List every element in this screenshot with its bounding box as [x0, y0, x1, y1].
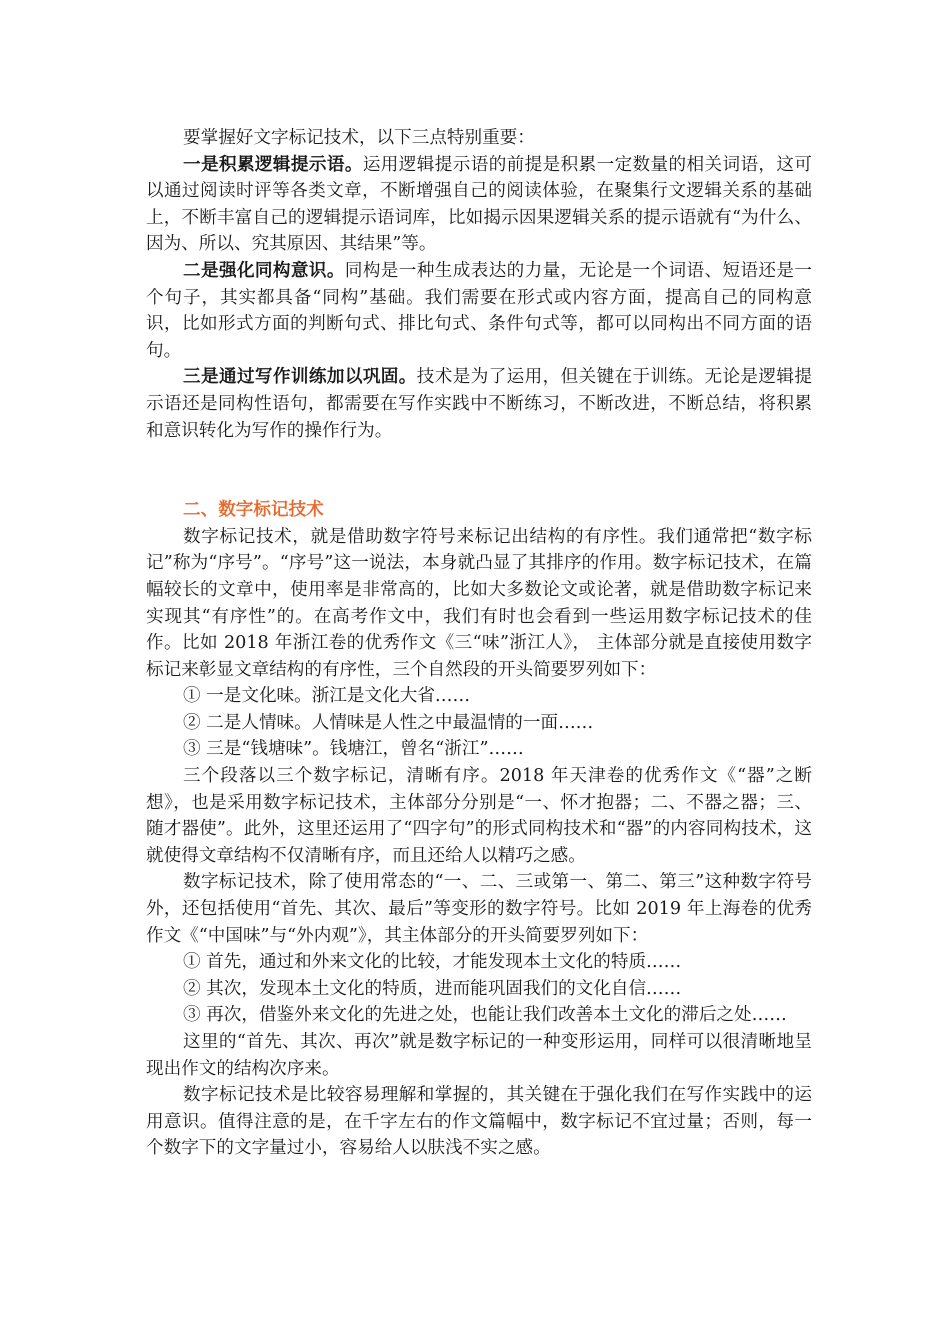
section-paragraph-5: 数字标记技术是比较容易理解和掌握的，其关键在于强化我们在写作实践中的运用意识。值得注意的是，在千字左右的作文篇幅中，数字标记不宜过量；否则，每一个数字下的文字量过小，容易给人以肤浅不实之感。	[146, 1085, 812, 1159]
point-2-lead: 二是强化同构意识。	[183, 260, 345, 281]
section-paragraph-3: 数字标记技术，除了使用常态的“一、二、三或第一、第二、第三”这种数字符号外，还包括使用“首先、其次、最后”等变形的数字符号。比如 2019 年上海卷的优秀作文《“中国味”与“外内观”》，其主体部分的开头简要罗列如下：	[146, 872, 812, 946]
point-3-text: 技术是为了运用，但关键在于训练。无论是逻辑提示语还是同构性语句，都需要在写作实践中不断练习，不断改进，不断总结，将积累和意识转化为写作的操作行为。	[146, 367, 812, 441]
section-paragraph-1: 数字标记技术，就是借助数字符号来标记出结构的有序性。我们通常把“数字标记”称为“序号”。“序号”这一说法，本身就凸显了其排序的作用。数字标记技术，在篇幅较长的文章中，使用率是非常高的，比如大多数论文或论著，就是借助数字标记来实现其“有序性”的。在高考作文中，我们有时也会看到一些运用数字标记技术的佳作。比如 2018 年浙江卷的优秀作文《三“味”浙江人》， 主体部分就是直接使用数字标记来彰显文章结构的有序性，三个自然段的开头简要罗列如下：	[146, 526, 812, 680]
section-heading: 二、数字标记技术	[183, 500, 324, 521]
list-1-item-3: ③ 三是“钱塘味”。钱塘江，曾名“浙江”……	[183, 739, 524, 760]
list-1-item-1: ① 一是文化味。浙江是文化大省……	[183, 686, 471, 707]
document-page	[146, 125, 812, 1162]
point-1-paragraph	[146, 152, 812, 258]
list-1-item-2: ② 二是人情味。人情味是人性之中最温情的一面……	[183, 712, 594, 733]
section-paragraph-4: 这里的“首先、其次、再次”就是数字标记的一种变形运用，同样可以很清晰地呈现出作文的结构次序来。	[146, 1032, 812, 1079]
section-gap	[146, 444, 812, 497]
point-3-lead: 三是通过写作训练加以巩固。	[183, 367, 417, 388]
list-2-item-2: ② 其次，发现本土文化的特质，进而能巩固我们的文化自信……	[183, 978, 682, 999]
point-2-paragraph	[146, 258, 812, 364]
point-3-paragraph	[146, 364, 812, 444]
point-2-text: 同构是一种生成表达的力量，无论是一个词语、短语还是一个句子，其实都具备“同构”基础。我们需要在形式或内容方面，提高自己的同构意识，比如形式方面的判断句式、排比句式、条件句式等，都可以同构出不同方面的语句。	[146, 260, 812, 361]
intro-paragraph: 要掌握好文字标记技术，以下三点特别重要：	[183, 128, 535, 148]
point-1-text: 运用逻辑提示语的前提是积累一定数量的相关词语，这可以通过阅读时评等各类文章，不断增强自己的阅读体验，在聚集行文逻辑关系的基础上，不断丰富自己的逻辑提示语词库，比如揭示因果逻辑关系的提示语就有“为什么、因为、所以、究其原因、其结果”等。	[146, 154, 812, 255]
point-1-lead: 一是积累逻辑提示语。	[183, 154, 363, 175]
list-2-item-1: ① 首先，通过和外来文化的比较，才能发现本土文化的特质……	[183, 952, 682, 973]
section-paragraph-2: 三个段落以三个数字标记，清晰有序。2018 年天津卷的优秀作文《“器”之断想》，也是采用数字标记技术，主体部分分别是“一、怀才抱器；二、不器之器；三、随才器使”。此外，这里还运用了“四字句”的形式同构技术和“器”的内容同构技术，这就使得文章结构不仅清晰有序，而且还给人以精巧之感。	[146, 766, 812, 866]
list-2-item-3: ③ 再次，借鉴外来文化的先进之处，也能让我们改善本土文化的滞后之处……	[183, 1005, 787, 1026]
